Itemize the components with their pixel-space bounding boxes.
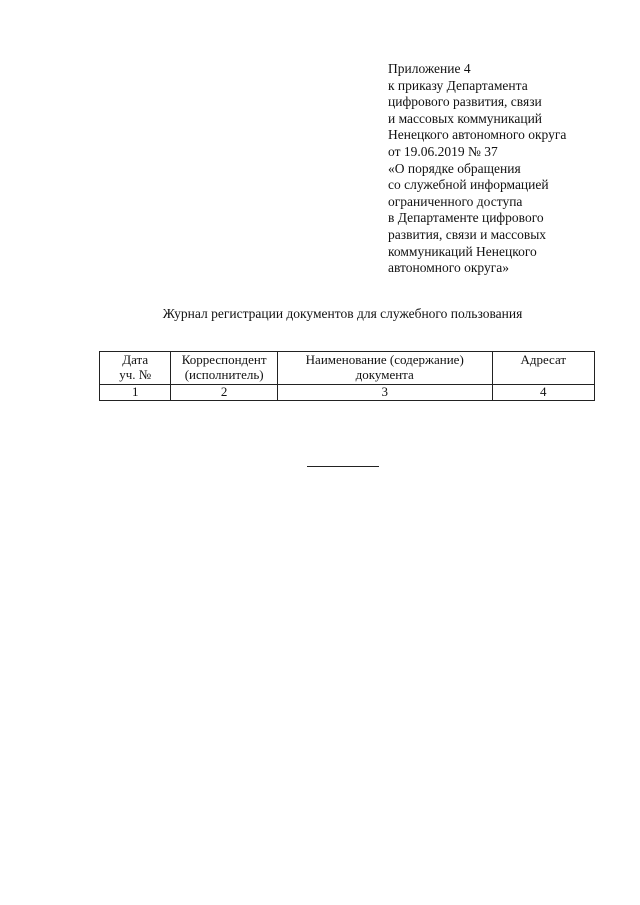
appendix-line: от 19.06.2019 № 37: [388, 143, 498, 159]
header-text: уч. №: [119, 366, 152, 382]
table-header-row: [100, 352, 595, 385]
end-divider: [307, 466, 379, 467]
appendix-line: коммуникаций Ненецкого: [388, 243, 537, 259]
appendix-line: цифрового развития, связи: [388, 94, 542, 110]
header-text: Корреспондент: [181, 352, 267, 367]
header-text: документа: [355, 366, 414, 382]
appendix-line: Приложение 4: [388, 61, 471, 76]
header-cell-document-name: [277, 352, 492, 385]
journal-table: [99, 351, 595, 401]
document-title: Журнал регистрации документов для служебного пользования: [162, 306, 523, 321]
column-number: 1: [100, 385, 171, 401]
appendix-line: автономного округа»: [388, 260, 509, 276]
header-text: Дата: [122, 352, 149, 367]
header-text: (исполнитель): [184, 366, 264, 382]
appendix-block: [388, 61, 628, 277]
header-cell-addressee: [492, 352, 594, 385]
appendix-line: и массовых коммуникаций: [388, 110, 543, 126]
appendix-line: развития, связи и массовых: [388, 226, 547, 242]
appendix-line: со служебной информацией: [388, 177, 549, 193]
table-number-row: [100, 385, 595, 401]
header-cell-correspondent: [171, 352, 278, 385]
appendix-line: «О порядке обращения: [388, 160, 521, 176]
column-number: 4: [492, 385, 594, 401]
header-text: Адресат: [520, 352, 567, 367]
column-number: 2: [171, 385, 278, 401]
appendix-line: Ненецкого автономного округа: [388, 127, 567, 143]
header-text: Наименование (содержание): [305, 352, 464, 367]
header-cell-date: [100, 352, 171, 385]
appendix-line: к приказу Департамента: [388, 77, 528, 93]
column-number: 3: [277, 385, 492, 401]
appendix-line: в Департаменте цифрового: [388, 210, 544, 226]
appendix-line: ограниченного доступа: [388, 193, 523, 209]
